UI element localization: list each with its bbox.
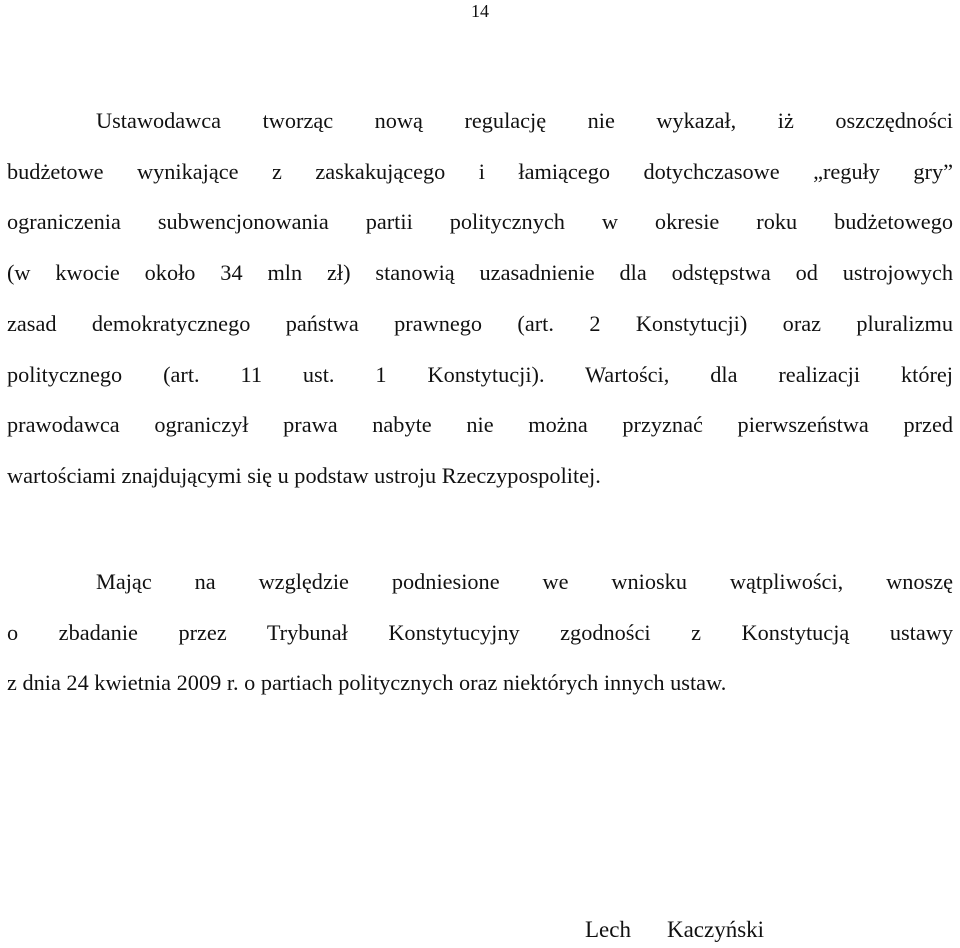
paragraph-line: (w kwocie około 34 mln zł) stanowią uzasadnienie dla odstępstwa od ustrojowych (7, 260, 953, 286)
paragraph-line: politycznego (art. 11 ust. 1 Konstytucji). Wartości, dla realizacji której (7, 361, 953, 387)
paragraph-line: wartościami znajdującymi się u podstaw ustroju Rzeczypospolitej. (7, 462, 601, 488)
paragraph-line: z dnia 24 kwietnia 2009 r. o partiach politycznych oraz niektórych innych ustaw. (7, 670, 727, 696)
signature-first-name: Lech (585, 917, 631, 942)
paragraph-line: o zbadanie przez Trybunał Konstytucyjny zgodności z Konstytucją ustawy (7, 619, 953, 645)
paragraph-motion-request (7, 557, 953, 709)
paragraph-line: Ustawodawca tworząc nową regulację nie wykazał, iż oszczędności (96, 108, 953, 133)
paragraph-line: ograniczenia subwencjonowania partii politycznych w okresie roku budżetowego (7, 209, 953, 235)
paragraph-line: budżetowe wynikające z zaskakującego i łamiącego dotychczasowe „reguły gry” (7, 158, 953, 184)
signature-last-name: Kaczyński (666, 917, 765, 942)
page-number: 14 (471, 1, 489, 21)
paragraph-line: Mając na względzie podniesione we wniosku wątpliwości, wnoszę (96, 569, 953, 594)
paragraph-savings-argument (7, 96, 953, 502)
paragraph-line: prawodawca ograniczył prawa nabyte nie można przyznać pierwszeństwa przed (7, 412, 953, 438)
paragraph-line: zasad demokratycznego państwa prawnego (art. 2 Konstytucji) oraz pluralizmu (7, 310, 953, 336)
signature (585, 912, 764, 948)
